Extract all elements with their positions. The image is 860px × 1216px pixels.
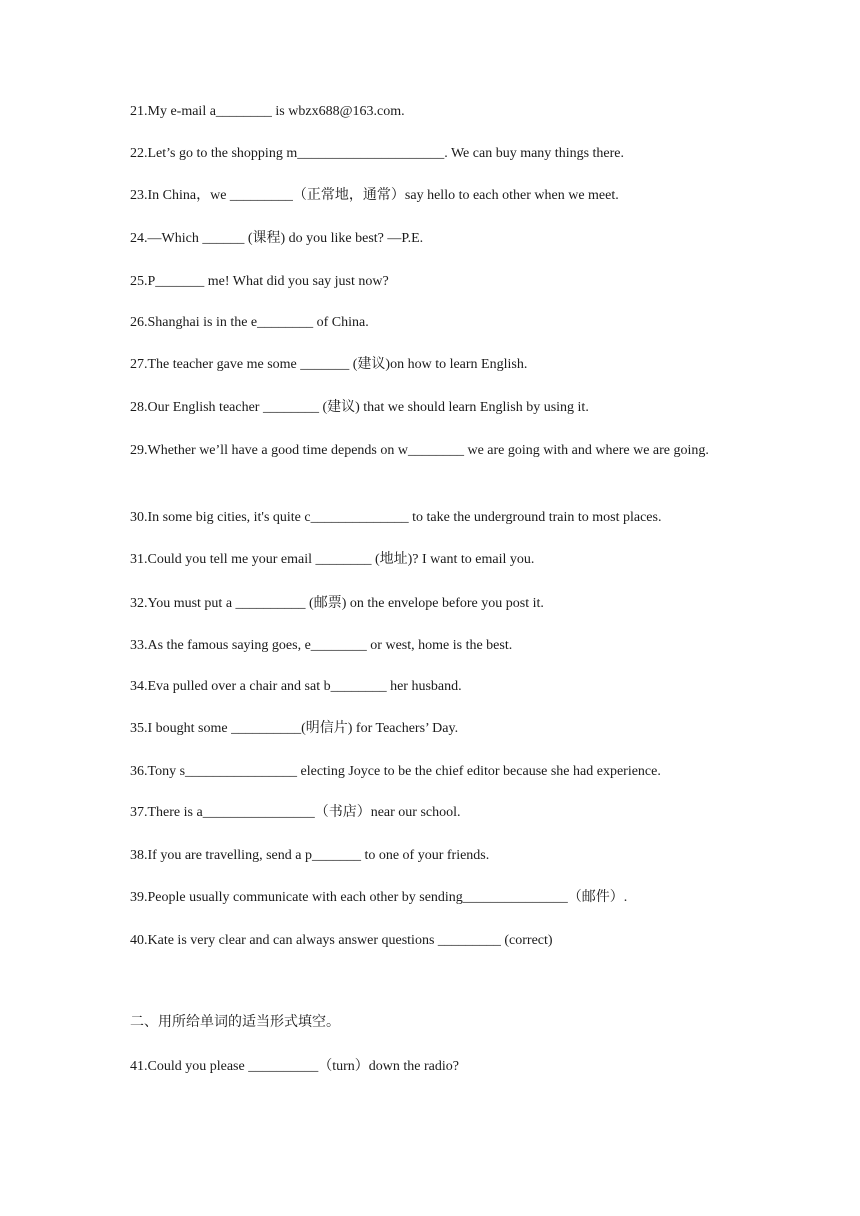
question-36: 36.Tony s________________ electing Joyce to be the chief editor because she had experience.: [130, 764, 661, 779]
question-30: 30.In some big cities, it's quite c______________ to take the underground train to most places.: [130, 510, 662, 525]
question-41: 41.Could you please __________（turn）down the radio?: [130, 1059, 459, 1074]
question-37: 37.There is a________________（书店）near our school.: [130, 805, 461, 820]
question-29: 29.Whether we’ll have a good time depends on w________ we are going with and where we are going.: [130, 443, 709, 458]
question-38: 38.If you are travelling, send a p_______ to one of your friends.: [130, 848, 490, 863]
question-25: 25.P_______ me! What did you say just now?: [130, 274, 389, 289]
question-31: 31.Could you tell me your email ________ (地址)? I want to email you.: [130, 552, 535, 567]
question-40: 40.Kate is very clear and can always answer questions _________ (correct): [130, 933, 553, 948]
question-35: 35.I bought some __________(明信片) for Teachers’ Day.: [130, 721, 459, 736]
question-23: 23.In China，we _________（正常地，通常）say hello to each other when we meet.: [130, 188, 619, 203]
question-34: 34.Eva pulled over a chair and sat b________ her husband.: [130, 679, 462, 694]
question-39: 39.People usually communicate with each other by sending_______________（邮件）.: [130, 890, 628, 905]
question-33: 33.As the famous saying goes, e________ or west, home is the best.: [130, 638, 513, 653]
question-26: 26.Shanghai is in the e________ of China.: [130, 315, 369, 330]
question-21: 21.My e-mail a________ is wbzx688@163.com.: [130, 104, 405, 119]
question-32: 32.You must put a __________ (邮票) on the envelope before you post it.: [130, 596, 544, 611]
question-22: 22.Let’s go to the shopping m_____________________. We can buy many things there.: [130, 146, 625, 161]
question-27: 27.The teacher gave me some _______ (建议)on how to learn English.: [130, 357, 528, 372]
section-heading: 二、用所给单词的适当形式填空。: [130, 1015, 340, 1030]
question-28: 28.Our English teacher ________ (建议) that we should learn English by using it.: [130, 400, 589, 415]
question-24: 24.—Which ______ (课程) do you like best? —P.E.: [130, 231, 424, 246]
